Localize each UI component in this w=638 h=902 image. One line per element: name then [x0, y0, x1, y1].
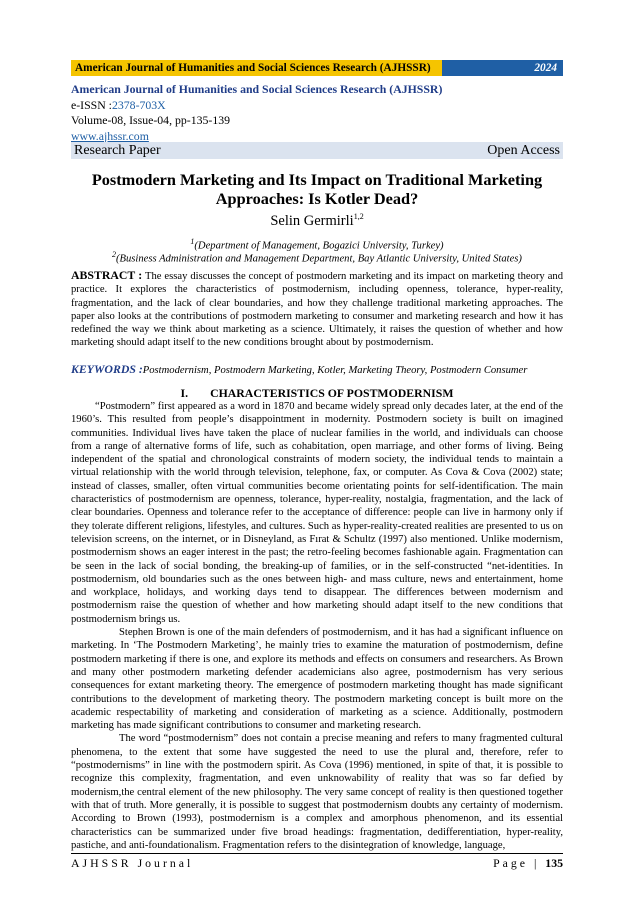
issn-value: 2378-703X	[111, 97, 166, 112]
keywords-text: Postmodernism, Postmodern Marketing, Kotler, Marketing Theory, Postmodern Consumer	[142, 365, 528, 376]
research-paper-label: Research Paper	[74, 142, 161, 158]
footer-divider	[71, 853, 563, 854]
journal-header-title: American Journal of Humanities and Social Sciences Research (AJHSSR)	[71, 60, 442, 76]
open-access-label: Open Access	[487, 142, 560, 158]
volume-info: Volume-08, Issue-04, pp-135-139	[71, 113, 231, 127]
footer-page-label: Page |	[493, 856, 540, 870]
section-title: CHARACTERISTICS OF POSTMODERNISM	[210, 386, 454, 400]
keywords-label: KEYWORDS :	[71, 362, 143, 376]
author-sup: 1,2	[353, 212, 364, 221]
journal-name: American Journal of Humanities and Social Sciences Research (AJHSSR)	[71, 82, 443, 96]
affiliation-2-text: (Business Administration and Management Department, Bay Atlantic University, United States)	[116, 253, 522, 265]
footer-journal: AJHSSR Journal	[71, 856, 194, 870]
journal-header-year: 2024	[442, 60, 563, 76]
author	[71, 212, 563, 230]
issn-label: e-ISSN :	[71, 97, 112, 112]
affiliation-1-text: (Department of Management, Bogazici University, Turkey)	[194, 240, 444, 252]
journal-header-bar	[71, 60, 563, 76]
affiliation-2-sup: 2	[112, 250, 117, 259]
paper-title-line-2: Approaches: Is Kotler Dead?	[215, 189, 419, 208]
journal-info	[71, 82, 563, 144]
footer-page	[493, 856, 563, 871]
footer-page-number: 135	[545, 856, 563, 870]
paper-title	[71, 170, 563, 208]
section-number: I.	[180, 386, 189, 400]
section-heading	[71, 386, 563, 401]
body-text	[71, 400, 563, 852]
abstract	[71, 269, 563, 350]
paragraph-2: Stephen Brown is one of the main defenders of postmodernism, and it has had a significant influence on marketing. In ‘The Postmodern Marketing’, he mainly tries to examine the maturation of postmodernism, define postmodern marketing if there is one, and explore its methods and effects on consumers and researchers. As Brown and many other postmodern marketing defender academicians also agree, postmodernism has very serious consequences for extant marketing theory. The emergence of postmodern marketing thought has made significant contributions to the development of marketing theory. The postmodern marketing concept is built more on the academic respectability of marketing and consideration of marketing as a science. Additionally, postmodern marketing has made significant contributions to consumer and marketing research.	[71, 627, 563, 732]
paper-title-line-1: Postmodern Marketing and Its Impact on Traditional Marketing	[91, 170, 543, 189]
page-footer	[71, 856, 563, 871]
affiliation-1-sup: 1	[190, 237, 195, 246]
journal-url-link[interactable]: www.ajhssr.com	[71, 128, 149, 143]
affiliation-2	[71, 248, 563, 266]
abstract-label: ABSTRACT :	[71, 268, 143, 282]
paragraph-3: The word “postmodernism” does not contain a precise meaning and refers to many fragmented cultural phenomena, to the extent that some have suggested the need to use the plural and, therefore, refer to “postmodernisms” in line with the postmodern spirit. As Cova (1996) mentioned, in spite of that, it is possible to recognize this complexity, fragmentation, and even unknowability of reality that was so far defied by modernism,the central element of the new philosophy. The very same concept of reality is then questioned together with that of truth. More generally, it is possible to suggest that postmodernism doubts any certainty of modernism. According to Brown (1993), postmodernism is a complex and amorphous phenomenon, and its essential characteristics can be summarized under five broad headings: fragmentation, dedifferentiation, hyper-reality, pastiche, and anti-foundationalism. Fragmentation refers to the disintegration of knowledge, language,	[71, 733, 563, 851]
paragraph-1: “Postmodern” first appeared as a word in 1870 and became widely spread only decades later, at the end of the 1960’s. This resulted from people’s disappointment in modernity. Postmodern society is built on imagined communities. Individual lives have taken the place of nuclear families in the world, and individuals can choose from a range of alternative forms of life, such as cohabitation, open marriage, and other forms of living. Being independent of the spatial and chronological constraints of modern society, the individual tends to maintain a virtual relationship with the world through television, telephone, fax, or computer. As Cova & Cova (2002) state; instead of classes, smaller, often virtual communities become orientating points for self-identification. The main characteristics of postmodernism are openness, tolerance, hyper-reality, nostalgia, fragmentation, and the lack of clear boundaries. Openness and tolerance refer to the acceptance of difference: people can live in harmony only if they tolerate different religions, lifestyles, and cultures. Such as hyper-reality-created realities are presented to us on television screens, on the internet, or in Disneyland, as Fırat & Schultz (1997) also mentioned. Unlike modernism, postmodernism shows an eager interest in the past; the retro-feeling becomes fashionable again. Fragmentation can be seen in the lack of social bonding, the breaking-up of families, or in the self-constructed “net-identities. In postmodernism, old boundaries such as the ones between high- and mass culture, news and entertainment, home and workplace, holidays, and working days tend to disappear. The differences between modernism and postmodernism raise the question of whether and how marketing should adapt itself to the new conditions that postmodernism brings us.	[71, 401, 564, 625]
abstract-text: The essay discusses the concept of postmodern marketing and its impact on marketing theory and practice. It explores the characteristics of postmodernism, including openness, tolerance, hyper-reality, fragmentation, and the lack of clear boundaries, and how they challenge traditional marketing approaches. The paper also looks at the contributions of postmodern marketing to consumer and marketing research and how it has redefined the way we think about marketing as a science. Ultimately, it raises the question of whether and how marketing should adapt itself to the new conditions brought about by postmodernism.	[71, 271, 563, 349]
paper-type-bar	[71, 142, 563, 159]
author-name: Selin Germirli	[270, 212, 354, 229]
keywords	[71, 362, 563, 377]
issn	[71, 98, 563, 114]
